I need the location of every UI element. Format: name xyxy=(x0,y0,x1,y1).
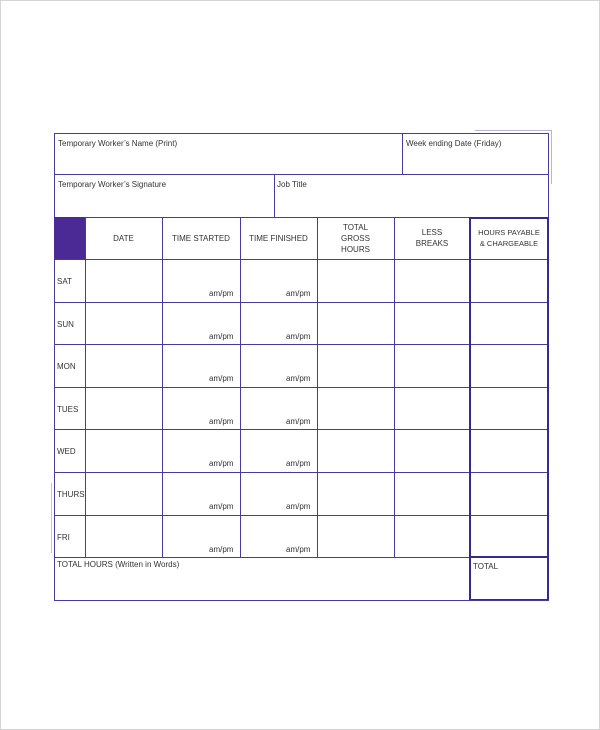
worker-name-label: Temporary Worker’s Name (Print) xyxy=(58,139,178,148)
day-label: WED xyxy=(57,447,76,456)
finish-ampm-label: am/pm xyxy=(286,545,311,554)
timesheet-cell[interactable] xyxy=(471,345,547,386)
column-header-less-breaks: LESS BREAKS xyxy=(415,228,449,248)
start-ampm-label: am/pm xyxy=(209,332,234,341)
header-corner-swatch xyxy=(54,217,85,259)
timesheet-cell[interactable] xyxy=(395,345,469,386)
timesheet-cell[interactable] xyxy=(395,430,469,471)
timesheet-cell[interactable] xyxy=(471,260,547,301)
signature-field[interactable] xyxy=(55,191,273,216)
border-line xyxy=(469,556,549,558)
border-line xyxy=(162,217,163,557)
day-label: THURS xyxy=(57,490,85,499)
timesheet-cell[interactable] xyxy=(395,516,469,557)
timesheet-cell[interactable] xyxy=(86,516,161,557)
start-ampm-label: am/pm xyxy=(209,417,234,426)
column-header-time-finished: TIME FINISHED xyxy=(249,233,308,243)
timesheet-cell[interactable] xyxy=(86,430,161,471)
total-label: TOTAL xyxy=(473,562,499,571)
border-line xyxy=(54,174,549,175)
timesheet-cell[interactable] xyxy=(471,473,547,514)
column-header-date: DATE xyxy=(113,233,134,243)
timesheet-cell[interactable] xyxy=(318,516,393,557)
start-ampm-label: am/pm xyxy=(209,459,234,468)
border-line xyxy=(240,217,241,557)
start-ampm-label: am/pm xyxy=(209,289,234,298)
timesheet-cell[interactable] xyxy=(86,303,161,344)
day-label: FRI xyxy=(57,533,70,542)
week-ending-label: Week ending Date (Friday) xyxy=(406,139,502,148)
week-ending-field[interactable] xyxy=(403,149,547,173)
timesheet-cell[interactable] xyxy=(395,260,469,301)
column-header-time-started: TIME STARTED xyxy=(172,233,230,243)
border-line xyxy=(317,217,318,557)
timesheet-cell[interactable] xyxy=(318,388,393,429)
timesheet-cell[interactable] xyxy=(86,260,161,301)
finish-ampm-label: am/pm xyxy=(286,502,311,511)
timesheet-cell[interactable] xyxy=(86,473,161,514)
finish-ampm-label: am/pm xyxy=(286,332,311,341)
worker-name-field[interactable] xyxy=(55,149,401,173)
timesheet-cell[interactable] xyxy=(471,430,547,471)
timesheet-cell[interactable] xyxy=(86,388,161,429)
start-ampm-label: am/pm xyxy=(209,374,234,383)
border-line xyxy=(547,217,549,601)
timesheet-cell[interactable] xyxy=(395,388,469,429)
day-label: MON xyxy=(57,362,76,371)
total-hours-words-field[interactable] xyxy=(55,570,468,599)
signature-label: Temporary Worker’s Signature xyxy=(58,180,167,189)
timesheet-cell[interactable] xyxy=(86,345,161,386)
border-line xyxy=(54,133,549,134)
timesheet-cell[interactable] xyxy=(395,473,469,514)
timesheet-cell[interactable] xyxy=(318,473,393,514)
column-header-hours-payable: HOURS PAYABLE & CHARGEABLE xyxy=(478,228,540,248)
start-ampm-label: am/pm xyxy=(209,545,234,554)
border-line xyxy=(469,217,549,219)
timesheet-form xyxy=(54,133,549,601)
finish-ampm-label: am/pm xyxy=(286,459,311,468)
timesheet-cell[interactable] xyxy=(318,303,393,344)
start-ampm-label: am/pm xyxy=(209,502,234,511)
timesheet-cell[interactable] xyxy=(471,388,547,429)
day-label: TUES xyxy=(57,405,79,414)
finish-ampm-label: am/pm xyxy=(286,289,311,298)
timesheet-cell[interactable] xyxy=(318,345,393,386)
timesheet-cell[interactable] xyxy=(318,260,393,301)
timesheet-cell[interactable] xyxy=(395,303,469,344)
day-label: SAT xyxy=(57,277,72,286)
timesheet-cell[interactable] xyxy=(471,516,547,557)
day-label: SUN xyxy=(57,320,74,329)
border-line xyxy=(469,217,471,601)
finish-ampm-label: am/pm xyxy=(286,417,311,426)
job-title-label: Job Title xyxy=(277,180,307,189)
timesheet-cell[interactable] xyxy=(318,430,393,471)
border-line xyxy=(54,600,549,601)
job-title-field[interactable] xyxy=(275,191,547,216)
column-header-total-gross: TOTAL GROSS HOURS xyxy=(341,222,370,254)
total-hours-words-label: TOTAL HOURS (Written in Words) xyxy=(57,560,180,569)
finish-ampm-label: am/pm xyxy=(286,374,311,383)
total-field[interactable] xyxy=(472,573,546,598)
timesheet-cell[interactable] xyxy=(471,303,547,344)
border-line xyxy=(85,217,86,557)
border-line xyxy=(394,217,395,557)
